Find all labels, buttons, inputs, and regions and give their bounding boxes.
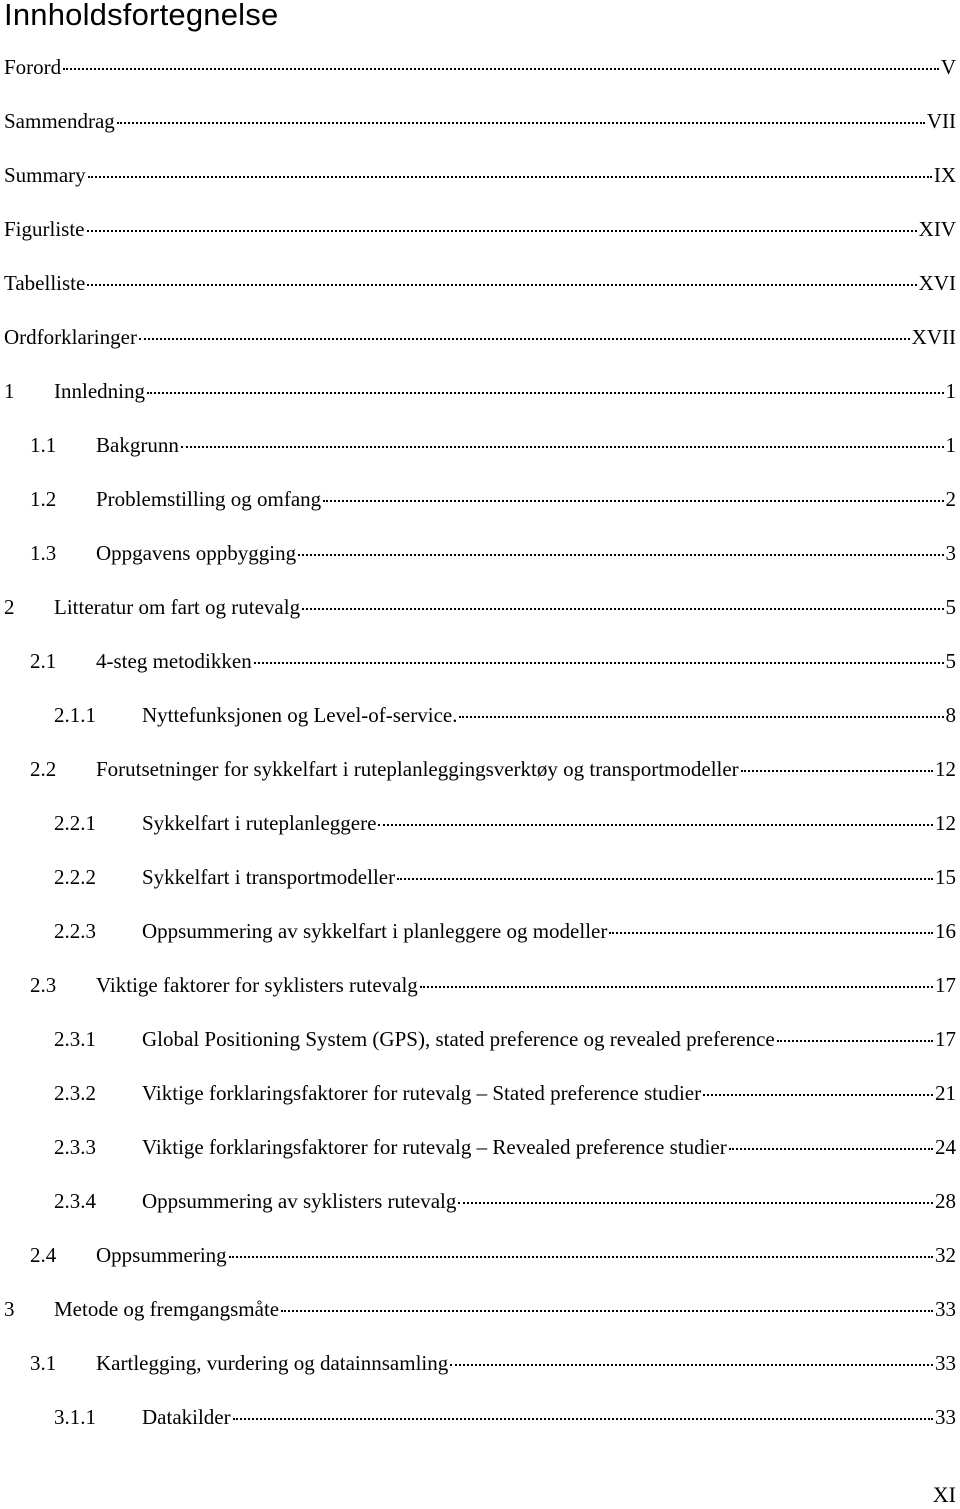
toc-entry-label: Tabelliste bbox=[4, 271, 86, 295]
toc-entry-number: 2.3 bbox=[30, 973, 57, 997]
toc-entry-number: 1.2 bbox=[30, 487, 57, 511]
toc-entry[interactable] bbox=[54, 700, 956, 730]
toc-entry-number: 1 bbox=[4, 379, 15, 403]
toc-entry-number: 2.3.2 bbox=[54, 1081, 96, 1105]
dot-leader bbox=[233, 1418, 933, 1420]
toc-entry-label: Viktige forklaringsfaktorer for rutevalg – Revealed preference studier bbox=[142, 1135, 727, 1159]
dot-leader bbox=[729, 1148, 933, 1150]
toc-title: Innholdsfortegnelse bbox=[4, 0, 279, 32]
toc-entry[interactable] bbox=[4, 160, 956, 190]
toc-entry-page: 1 bbox=[945, 433, 956, 457]
toc-entry-page: 5 bbox=[945, 649, 956, 673]
toc-entry[interactable] bbox=[30, 646, 956, 676]
toc-entry-number: 2.3.3 bbox=[54, 1135, 96, 1159]
toc-entry-page: XIV bbox=[918, 217, 956, 241]
toc-entry[interactable] bbox=[4, 376, 956, 406]
dot-leader bbox=[323, 500, 943, 502]
toc-entry[interactable] bbox=[30, 754, 956, 784]
toc-entry-label: Innledning bbox=[54, 379, 145, 403]
toc-entry[interactable] bbox=[30, 970, 956, 1000]
toc-entry-page: 33 bbox=[935, 1351, 956, 1375]
toc-entry-label: Sammendrag bbox=[4, 109, 115, 133]
toc-entry-label: Viktige faktorer for syklisters rutevalg bbox=[96, 973, 418, 997]
toc-entry-page: XVI bbox=[918, 271, 956, 295]
toc-entry-number: 2.2.3 bbox=[54, 919, 96, 943]
dot-leader bbox=[254, 662, 944, 664]
toc-entry[interactable] bbox=[4, 1294, 956, 1324]
dot-leader bbox=[147, 392, 944, 394]
toc-entry-label: Summary bbox=[4, 163, 86, 187]
toc-entry-number: 2.3.4 bbox=[54, 1189, 96, 1213]
toc-entry-label: Global Positioning System (GPS), stated preference og revealed preference bbox=[142, 1027, 775, 1051]
dot-leader bbox=[302, 608, 943, 610]
toc-entry[interactable] bbox=[54, 1402, 956, 1432]
toc-entry-number: 1.3 bbox=[30, 541, 57, 565]
toc-entry[interactable] bbox=[30, 484, 956, 514]
toc-entry-page: 2 bbox=[945, 487, 956, 511]
toc-entry-label: Problemstilling og omfang bbox=[96, 487, 322, 511]
dot-leader bbox=[378, 824, 933, 826]
toc-entry-page: 17 bbox=[935, 1027, 956, 1051]
toc-entry-number: 2.2.2 bbox=[54, 865, 96, 889]
toc-entry-label: Kartlegging, vurdering og datainnsamling bbox=[96, 1351, 449, 1375]
toc-entry-page: 1 bbox=[945, 379, 956, 403]
toc-entry-label: Sykkelfart i transportmodeller bbox=[142, 865, 396, 889]
toc-entry-number: 3 bbox=[4, 1297, 15, 1321]
toc-entry-page: 32 bbox=[935, 1243, 956, 1267]
dot-leader bbox=[777, 1040, 933, 1042]
toc-entry-page: 33 bbox=[935, 1405, 956, 1429]
toc-entry-number: 3.1 bbox=[30, 1351, 57, 1375]
toc-entry[interactable] bbox=[30, 430, 956, 460]
toc-entry-number: 2.1 bbox=[30, 649, 57, 673]
toc-entry-number: 2.3.1 bbox=[54, 1027, 96, 1051]
toc-entry-page: 24 bbox=[935, 1135, 956, 1159]
toc-entry-label: Figurliste bbox=[4, 217, 85, 241]
toc-entry-label: Ordforklaringer bbox=[4, 325, 137, 349]
dot-leader bbox=[63, 68, 939, 70]
toc-entry-label: Oppgavens oppbygging bbox=[96, 541, 297, 565]
toc-entry-page: V bbox=[940, 55, 956, 79]
toc-entry-label: Oppsummering av syklisters rutevalg bbox=[142, 1189, 457, 1213]
toc-entry-page: 12 bbox=[935, 757, 956, 781]
toc-entry-label: Oppsummering bbox=[96, 1243, 227, 1267]
dot-leader bbox=[88, 176, 932, 178]
toc-entry-label: Forutsetninger for sykkelfart i ruteplanleggingsverktøy og transportmodeller bbox=[96, 757, 739, 781]
dot-leader bbox=[420, 986, 933, 988]
dot-leader bbox=[87, 230, 917, 232]
toc-entry-number: 1.1 bbox=[30, 433, 57, 457]
toc-entry-label: Viktige forklaringsfaktorer for rutevalg – Stated preference studier bbox=[142, 1081, 702, 1105]
toc-entry-page: 28 bbox=[935, 1189, 956, 1213]
toc-entry[interactable] bbox=[4, 214, 956, 244]
toc-entry-label: Sykkelfart i ruteplanleggere bbox=[142, 811, 377, 835]
toc-entry[interactable] bbox=[4, 592, 956, 622]
toc-entry-number: 2.2 bbox=[30, 757, 57, 781]
toc-entry-label: Litteratur om fart og rutevalg bbox=[54, 595, 301, 619]
toc-entry-number: 2.4 bbox=[30, 1243, 57, 1267]
toc-entry-number: 2.2.1 bbox=[54, 811, 96, 835]
toc-entry-page: 12 bbox=[935, 811, 956, 835]
toc-entry-label: Oppsummering av sykkelfart i planleggere og modeller bbox=[142, 919, 608, 943]
page-number: XI bbox=[932, 1482, 956, 1507]
toc-entry[interactable] bbox=[4, 106, 956, 136]
toc-entry[interactable] bbox=[54, 1186, 956, 1216]
toc-entry-label: 4-steg metodikken bbox=[96, 649, 252, 673]
toc-entry[interactable] bbox=[30, 1240, 956, 1270]
toc-entry-page: 15 bbox=[935, 865, 956, 889]
toc-entry-label: Nyttefunksjonen og Level-of-service. bbox=[142, 703, 458, 727]
toc-entry-label: Metode og fremgangsmåte bbox=[54, 1297, 280, 1321]
toc-entry[interactable] bbox=[54, 1078, 956, 1108]
toc-entry[interactable] bbox=[4, 322, 956, 352]
toc-entry-number: 3.1.1 bbox=[54, 1405, 96, 1429]
dot-leader bbox=[458, 1202, 933, 1204]
toc-entry[interactable] bbox=[54, 862, 956, 892]
toc-entry[interactable] bbox=[54, 1024, 956, 1054]
toc-entry-page: 8 bbox=[945, 703, 956, 727]
toc-entry-page: 3 bbox=[945, 541, 956, 565]
toc-entry-page: 17 bbox=[935, 973, 956, 997]
dot-leader bbox=[87, 284, 916, 286]
dot-leader bbox=[459, 716, 943, 718]
dot-leader bbox=[298, 554, 943, 556]
toc-entry-page: 16 bbox=[935, 919, 956, 943]
dot-leader bbox=[703, 1094, 933, 1096]
dot-leader bbox=[741, 770, 933, 772]
toc-entry[interactable] bbox=[54, 916, 956, 946]
toc-entry-page: XVII bbox=[911, 325, 956, 349]
toc-entry[interactable] bbox=[30, 538, 956, 568]
toc-entry[interactable] bbox=[54, 1132, 956, 1162]
toc-entry-page: IX bbox=[933, 163, 956, 187]
dot-leader bbox=[397, 878, 933, 880]
toc-entry[interactable] bbox=[54, 808, 956, 838]
toc-entry-page: VII bbox=[926, 109, 956, 133]
toc-entry-label: Forord bbox=[4, 55, 62, 79]
toc-entry-number: 2 bbox=[4, 595, 15, 619]
toc-entry-number: 2.1.1 bbox=[54, 703, 96, 727]
dot-leader bbox=[139, 338, 910, 340]
toc-entry-page: 33 bbox=[935, 1297, 956, 1321]
toc-entry-page: 21 bbox=[935, 1081, 956, 1105]
dot-leader bbox=[229, 1256, 933, 1258]
dot-leader bbox=[117, 122, 925, 124]
dot-leader bbox=[609, 932, 933, 934]
dot-leader bbox=[450, 1364, 933, 1366]
toc-entry[interactable] bbox=[4, 52, 956, 82]
toc-entry[interactable] bbox=[4, 268, 956, 298]
toc-entry[interactable] bbox=[30, 1348, 956, 1378]
toc-entry-label: Datakilder bbox=[142, 1405, 231, 1429]
dot-leader bbox=[181, 446, 944, 448]
dot-leader bbox=[281, 1310, 933, 1312]
toc-entry-label: Bakgrunn bbox=[96, 433, 179, 457]
toc-entry-page: 5 bbox=[945, 595, 956, 619]
